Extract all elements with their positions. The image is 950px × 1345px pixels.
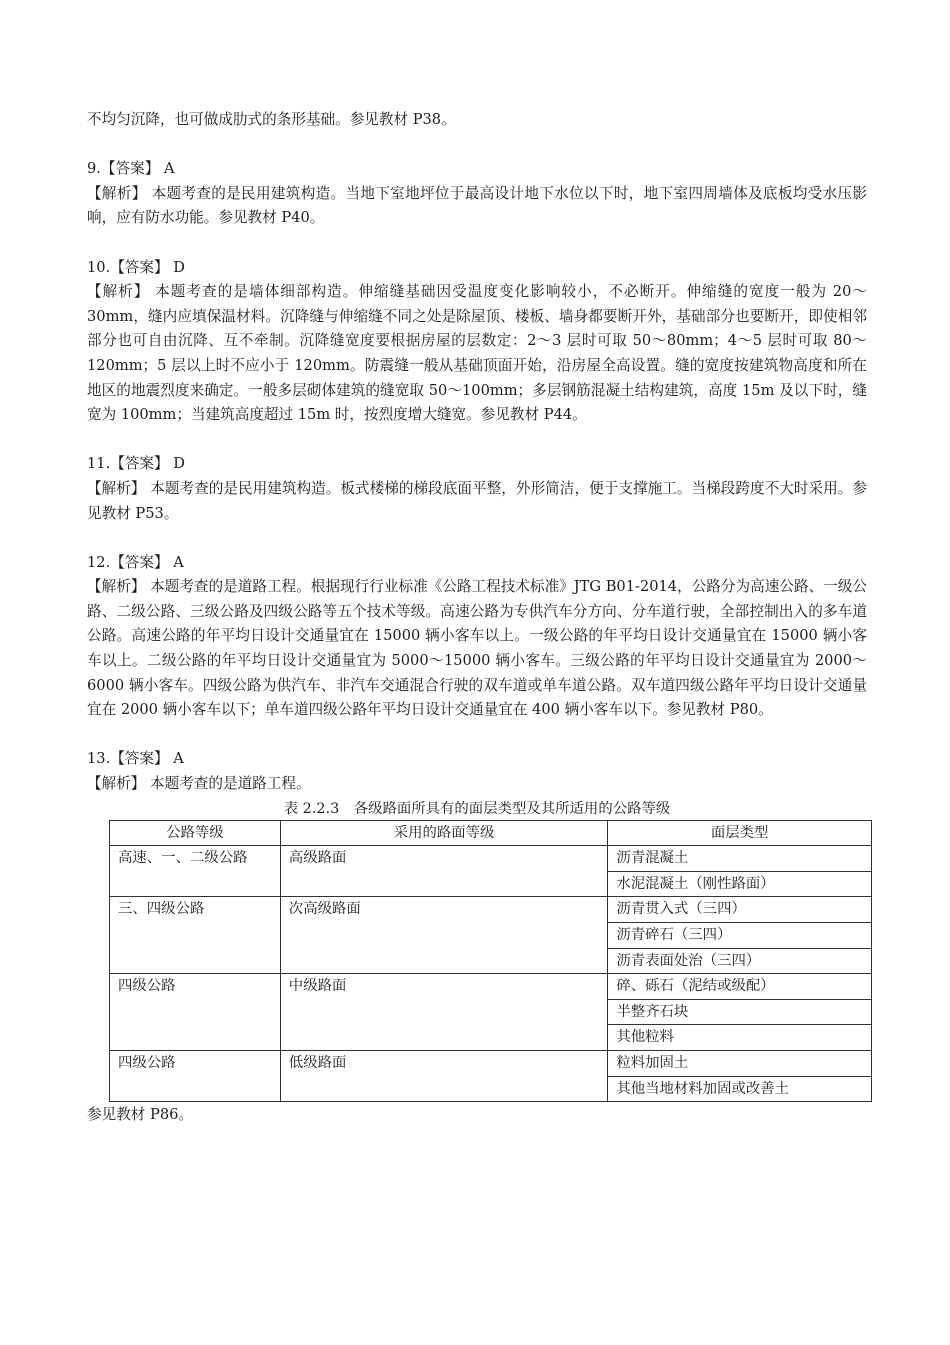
header-pavement-grade: 采用的路面等级 <box>280 820 608 846</box>
table-row <box>110 1050 872 1076</box>
road-class-cell: 四级公路 <box>110 974 281 1051</box>
surface-type-cell: 其他粒料 <box>608 1025 872 1051</box>
surface-type-cell: 碎、砾石（泥结或级配） <box>608 974 872 1000</box>
header-surface-type: 面层类型 <box>608 820 872 846</box>
footer-reference: 参见教材 P86。 <box>87 1106 193 1124</box>
pavement-grade-cell: 低级路面 <box>280 1050 608 1101</box>
analysis-11: 【解析】 本题考查的是民用建筑构造。板式楼梯的梯段底面平整，外形简洁，便于支撑施工。当梯段跨度不大时采用。参见教材 P53。 <box>87 479 867 522</box>
answer-9: 9.【答案】 A <box>87 160 175 178</box>
pavement-grade-cell: 中级路面 <box>280 974 608 1051</box>
pavement-grade-cell: 高级路面 <box>280 846 608 897</box>
table-header-row <box>110 820 872 846</box>
pavement-grade-cell: 次高级路面 <box>280 897 608 974</box>
surface-type-cell: 半整齐石块 <box>608 999 872 1025</box>
table-row <box>110 897 872 923</box>
table-row <box>110 974 872 1000</box>
surface-type-cell: 其他当地材料加固或改善土 <box>608 1076 872 1102</box>
surface-type-cell: 水泥混凝土（刚性路面） <box>608 871 872 897</box>
answer-10: 10.【答案】 D <box>87 258 185 276</box>
pavement-table <box>109 820 872 1103</box>
table-caption: 表 2.2.3 各级路面所具有的面层类型及其所适用的公路等级 <box>283 800 671 817</box>
document-body <box>87 108 867 1128</box>
road-class-cell: 四级公路 <box>110 1050 281 1101</box>
surface-type-cell: 沥青表面处治（三四） <box>608 948 872 974</box>
surface-type-cell: 沥青碎石（三四） <box>608 923 872 949</box>
answer-11: 11.【答案】 D <box>87 455 185 473</box>
analysis-10: 【解析】 本题考查的是墙体细部构造。伸缩缝基础因受温度变化影响较小，不必断开。伸缩缝的宽度一般为 20～30mm，缝内应填保温材料。沉降缝与伸缩缝不同之处是除屋顶、楼板、墙身都要断开外，基础部分也要断开，即使相邻部分也可自由沉降、互不牵制。沉降缝宽度要根据房屋的层数定：2～3 层时可取 50～80mm；4～5 层时可取 80～120mm；5 层以上时不应小于 120mm。防震缝一般从基础顶面开始，沿房屋全高设置。缝的宽度按建筑物高度和所在地区的地震烈度来确定。一般多层砌体建筑的缝宽取 50～100mm；多层钢筋混凝土结构建筑，高度 15m 及以下时，缝宽为 100mm；当建筑高度超过 15m 时，按烈度增大缝宽。参见教材 P44。 <box>87 283 867 424</box>
analysis-13: 【解析】 本题考查的是道路工程。 <box>87 775 311 793</box>
intro-paragraph: 不均匀沉降，也可做成肋式的条形基础。参见教材 P38。 <box>87 111 456 128</box>
table-row <box>110 846 872 872</box>
road-class-cell: 高速、一、二级公路 <box>110 846 281 897</box>
answer-13: 13.【答案】 A <box>87 750 184 768</box>
analysis-9: 【解析】 本题考查的是民用建筑构造。当地下室地坪位于最高设计地下水位以下时，地下室四周墙体及底板均受水压影响，应有防水功能。参见教材 P40。 <box>87 184 867 227</box>
answer-12: 12.【答案】 A <box>87 553 184 571</box>
road-class-cell: 三、四级公路 <box>110 897 281 974</box>
surface-type-cell: 沥青贯入式（三四） <box>608 897 872 923</box>
analysis-12: 【解析】 本题考查的是道路工程。根据现行行业标准《公路工程技术标准》JTG B01-2014，公路分为高速公路、一级公路、二级公路、三级公路及四级公路等五个技术等级。高速公路为专供汽车分方向、分车道行驶，全部控制出入的多车道公路。高速公路的年平均日设计交通量宜在 15000 辆小客车以上。一级公路的年平均日设计交通量宜在 15000 辆小客车以上。二级公路的年平均日设计交通量宜为 5000～15000 辆小客车。三级公路的年平均日设计交通量宜为 2000～6000 辆小客车。四级公路为供汽车、非汽车交通混合行驶的双车道或单车道公路。双车道四级公路年平均日设计交通量宜在 2000 辆小客车以下；单车道四级公路年平均日设计交通量宜在 400 辆小客车以下。参见教材 P80。 <box>87 578 867 719</box>
surface-type-cell: 粒料加固土 <box>608 1050 872 1076</box>
surface-type-cell: 沥青混凝土 <box>608 846 872 872</box>
header-road-class: 公路等级 <box>110 820 281 846</box>
